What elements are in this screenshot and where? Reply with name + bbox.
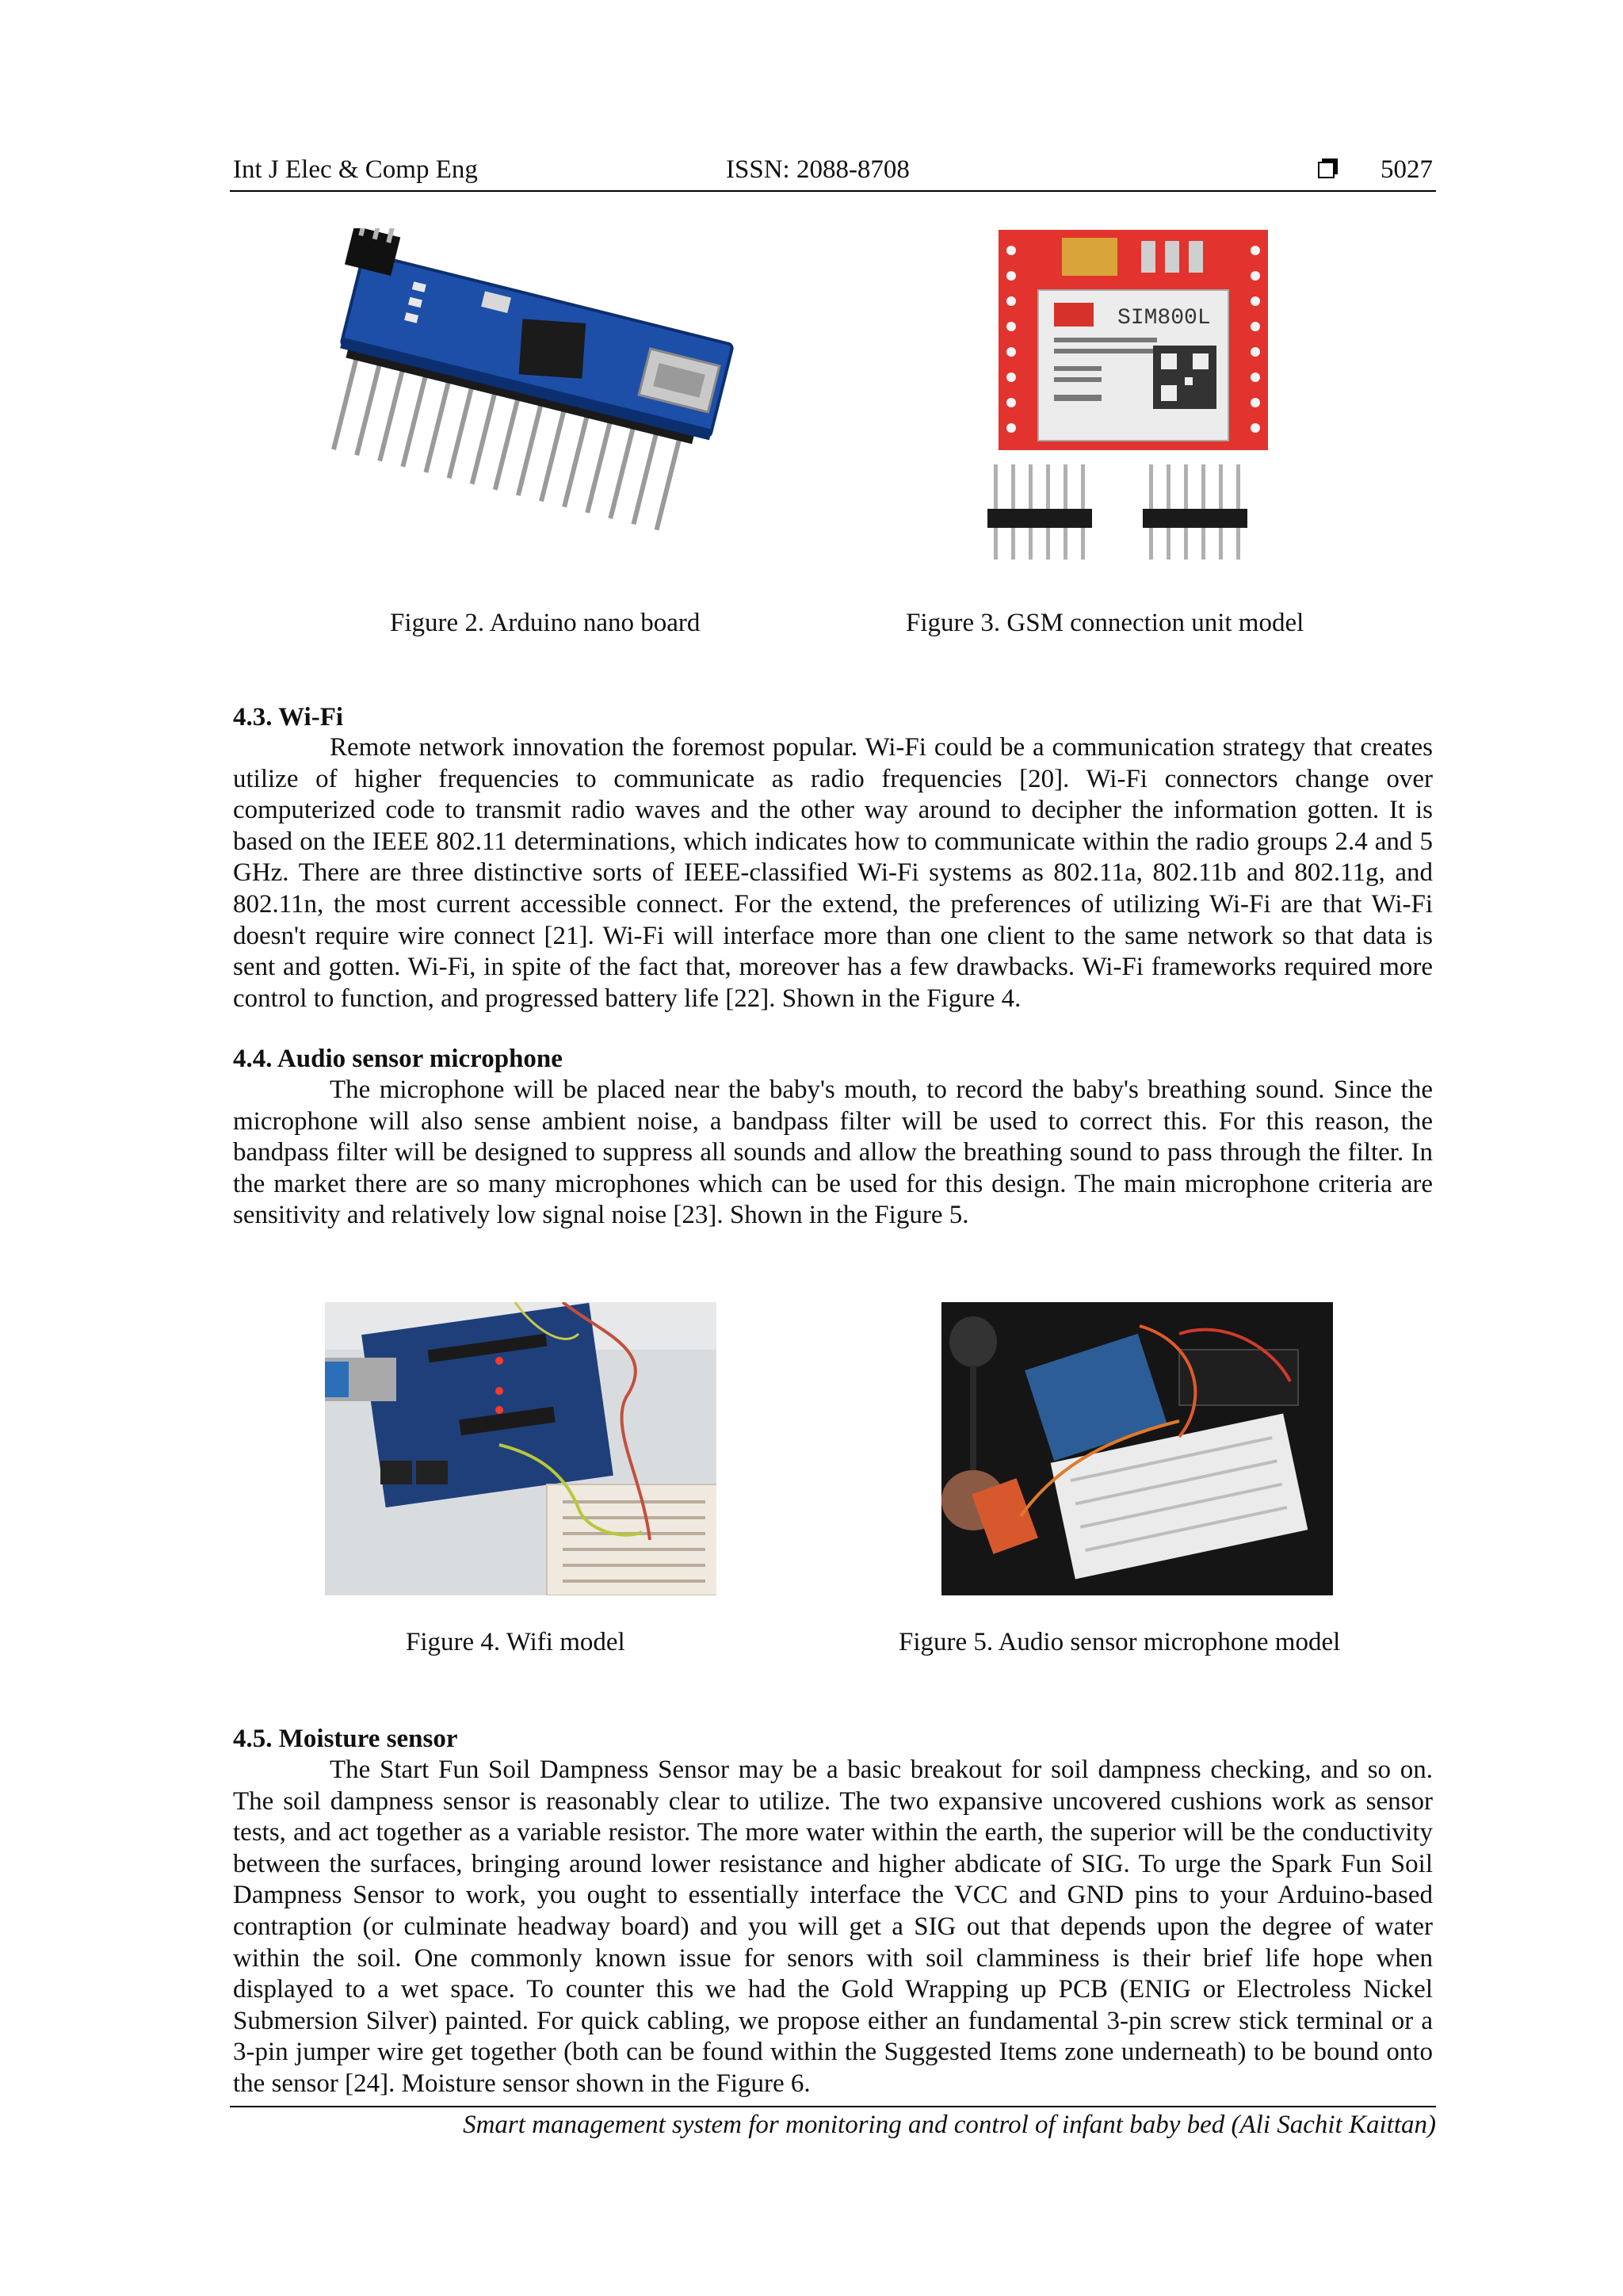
page-header xyxy=(230,152,1436,192)
section-text-audio: The microphone will be placed near the baby's mouth, to record the baby's breathing sound. Since the microphone will also sense ambient noise, a bandpass filter will be used to correct this. For this reason, the bandpass filter will be designed to suppress all sounds and allow the breathing sound to pass through the filter. In the market there are so many microphones which can be used for this design. The main microphone criteria are sensitivity and relatively low signal noise [23]. Shown in the Figure 5. xyxy=(233,1075,1433,1230)
footer-rule xyxy=(230,2106,1436,2107)
wifi-model-image xyxy=(325,1302,716,1595)
figure-4-caption: Figure 4. Wifi model xyxy=(406,1628,625,1656)
section-heading-wifi: 4.3. Wi-Fi xyxy=(233,703,344,732)
audio-microphone-image xyxy=(941,1302,1333,1595)
figure-wifi-model xyxy=(325,1302,716,1595)
gsm-module-image xyxy=(983,227,1284,575)
section-heading-moisture: 4.5. Moisture sensor xyxy=(233,1725,458,1753)
issn: ISSN: 2088-8708 xyxy=(726,155,910,184)
running-title: Smart management system for monitoring and control of infant baby bed (Ali Sachit Kaittan) xyxy=(463,2111,1436,2139)
page-number: 5027 xyxy=(1381,155,1433,184)
figure-audio-microphone xyxy=(941,1302,1333,1595)
journal-name: Int J Elec & Comp Eng xyxy=(233,155,478,184)
section-text-wifi: Remote network innovation the foremost popular. Wi-Fi could be a communication strategy that creates utilize of higher frequencies to communicate as radio frequencies [20]. Wi-Fi connectors change over computerized code to transmit radio waves and the other way around to decipher the information gotten. It is based on the IEEE 802.11 determinations, which indicates how to communicate within the radio groups 2.4 and 5 GHz. There are three distinctive sorts of IEEE-classified Wi-Fi systems as 802.11a, 802.11b and 802.11g, and 802.11n, the most current accessible connect. For the extend, the preferences of utilizing Wi-Fi are that Wi-Fi doesn't require wire connect [21]. Wi-Fi will interface more than one client to the same network so that data is sent and gotten. Wi-Fi, in spite of the fact that, moreover has a few drawbacks. Wi-Fi frameworks required more control to function, and progressed battery life [22]. Shown in the Figure 4. xyxy=(233,733,1433,1013)
section-text-moisture: The Start Fun Soil Dampness Sensor may be a basic breakout for soil dampness checking, and so on. The soil dampness sensor is reasonably clear to utilize. The two expansive uncovered cushions work as sensor tests, and act together as a variable resistor. The more water within the earth, the superior will be the conductivity between the surfaces, bringing around lower resistance and higher abdicate of SIG. To urge the Spark Fun Soil Dampness Sensor to work, you ought to essentially interface the VCC and GND pins to your Arduino-based contraption (or culminate headway board) and you will get a SIG out that depends upon the degree of water within the soil. One commonly known issue for senors with soil clamminess is their brief life hope when displayed to a wet space. To counter this we had the Gold Wrapping up PCB (ENIG or Electroless Nickel Submersion Silver) painted. For quick cabling, we propose either an fundamental 3-pin screw stick terminal or a 3-pin jumper wire get together (both can be found within the Suggested Items zone underneath) to be bound onto the sensor [24]. Moisture sensor shown in the Figure 6. xyxy=(233,1755,1433,2098)
figure-2-caption: Figure 2. Arduino nano board xyxy=(390,609,701,637)
figure-5-caption: Figure 5. Audio sensor microphone model xyxy=(899,1628,1341,1656)
figure-arduino-nano xyxy=(285,228,792,577)
figure-gsm-module xyxy=(983,227,1284,575)
chip-label: SIM800L xyxy=(1117,306,1211,330)
arduino-nano-image xyxy=(285,228,792,577)
section-heading-audio: 4.4. Audio sensor microphone xyxy=(233,1045,563,1073)
checkbox-square-icon xyxy=(1317,159,1338,179)
figure-3-caption: Figure 3. GSM connection unit model xyxy=(906,609,1304,637)
